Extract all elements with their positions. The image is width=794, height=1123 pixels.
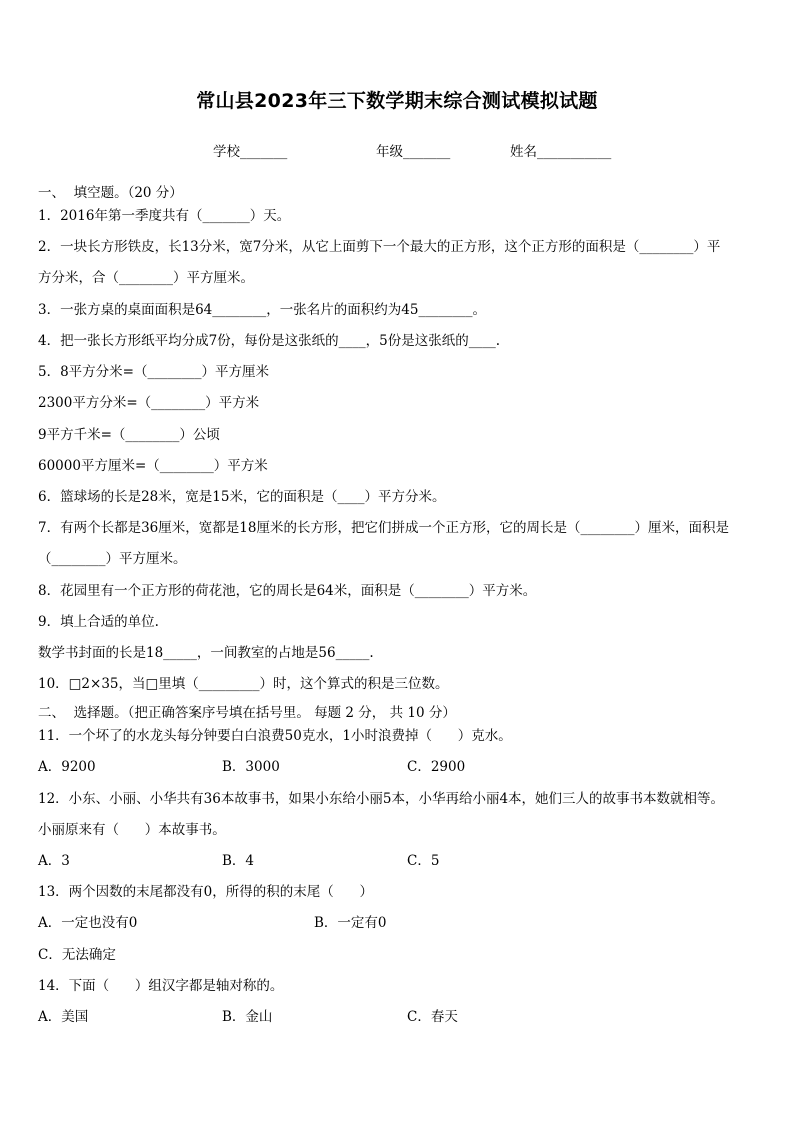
q12-option-a: A．3 (38, 853, 70, 869)
question-5a: 5．8平方分米=（________）平方厘米 (38, 364, 269, 380)
question-3: 3．一张方桌的桌面面积是64________，一张名片的面积约为45________。 (38, 302, 486, 318)
name-field: 姓名___________ (510, 144, 612, 160)
question-12-line-1: 12．小东、小丽、小华共有36本故事书，如果小东给小丽5本，小华再给小丽4本，她们三人的故事书本数就相等。 (38, 791, 725, 807)
question-9-detail: 数学书封面的长是18_____，一间教室的占地是56_____. (38, 645, 374, 661)
q14-option-b: B．金山 (222, 1009, 273, 1025)
q13-option-b: B．一定有0 (314, 915, 387, 931)
q12-option-c: C．5 (407, 853, 440, 869)
question-5b: 2300平方分米=（________）平方米 (38, 395, 260, 411)
question-13: 13．两个因数的末尾都没有0，所得的积的末尾（ ） (38, 884, 374, 900)
question-11: 11．一个坏了的水龙头每分钟要白白浪费50克水，1小时浪费掉（ ）克水。 (38, 728, 512, 744)
question-10: 10．□2×35，当□里填（_________）时，这个算式的积是三位数。 (38, 676, 449, 692)
question-5d: 60000平方厘米=（________）平方米 (38, 458, 268, 474)
page-title: 常山县2023年三下数学期末综合测试模拟试题 (196, 90, 598, 112)
question-5c: 9平方千米=（________）公顷 (38, 427, 220, 443)
question-4: 4．把一张长方形纸平均分成7份，每份是这张纸的____，5份是这张纸的____. (38, 333, 501, 349)
question-1: 1．2016年第一季度共有（_______）天。 (38, 208, 291, 224)
question-6: 6．篮球场的长是28米，宽是15米，它的面积是（____）平方分米。 (38, 489, 446, 505)
q11-option-b: B．3000 (222, 759, 280, 775)
question-8: 8．花园里有一个正方形的荷花池，它的周长是64米，面积是（________）平方米。 (38, 583, 537, 599)
q14-option-a: A．美国 (38, 1009, 89, 1025)
q13-option-c: C．无法确定 (38, 947, 116, 963)
question-7-line-2: （________）平方厘米。 (38, 551, 187, 567)
q14-option-c: C．春天 (407, 1009, 458, 1025)
section-heading-choice: 二、 选择题。（把正确答案序号填在括号里。 每题 2 分， 共 10 分） (38, 705, 456, 721)
question-9: 9．填上合适的单位. (38, 614, 159, 630)
q11-option-c: C．2900 (407, 759, 466, 775)
question-12-line-2: 小丽原来有（ ）本故事书。 (38, 822, 226, 838)
grade-field: 年级_______ (376, 144, 451, 160)
q12-option-b: B．4 (222, 853, 255, 869)
school-field: 学校_______ (213, 144, 288, 160)
question-14: 14．下面（ ）组汉字都是轴对称的。 (38, 978, 284, 994)
question-7-line-1: 7．有两个长都是36厘米，宽都是18厘米的长方形，把它们拼成一个正方形，它的周长是（________）厘米，面积是 (38, 520, 729, 536)
question-2-line-1: 2．一块长方形铁皮，长13分米，宽7分米，从它上面剪下一个最大的正方形，这个正方形的面积是（________）平 (38, 239, 721, 255)
q11-option-a: A．9200 (38, 759, 96, 775)
q13-option-a: A．一定也没有0 (38, 915, 138, 931)
section-heading-fill-blank: 一、 填空题。（20 分） (38, 185, 183, 201)
question-2-line-2: 方分米，合（________）平方厘米。 (38, 270, 254, 286)
